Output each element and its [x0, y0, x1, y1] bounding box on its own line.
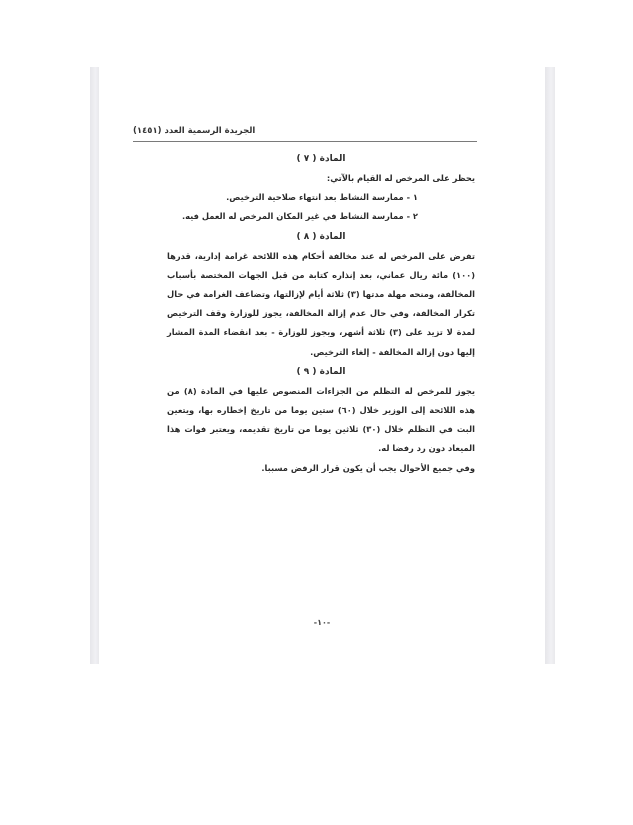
article-title: المادة ( ٧ ) — [296, 154, 346, 164]
header-rule — [133, 141, 477, 142]
article-body: يجوز للمرخص له التظلم من الجزاءات المنصوص عليها في المادة (٨) من هذه اللائحة إلى الوزير خلال (٦٠) ستين يوما من تاريخ إخطاره بها، ويتعين البت في التظلم خلال (٣٠) ثلاثين يوما من تاريخ تقديمه، ويعتبر فوات هذا الميعاد دون رد رفضا له. — [167, 385, 476, 454]
article-8 — [167, 227, 475, 362]
article-title: المادة ( ٩ ) — [296, 366, 346, 377]
article-body: تفرض على المرخص له عند مخالفة أحكام هذه اللائحة غرامة إدارية، قدرها (١٠٠) مائة ريال عماني، بعد إنذاره كتابة من قبل الجهات المختصة بأسباب المخالفة، ومنحه مهلة مدتها (٣) ثلاثة أيام لإزالتها، وتضاعف الغرامة في حال تكرار المخالفة، وفي حال عدم إزالة المخالفة، يجوز للوزارة وقف الترخيص لمدة لا تزيد على (٣) ثلاثة أشهر، ويجوز للوزارة - بعد انقضاء المدة المشار إليها دون إزالة المخالفة - إلغاء الترخيص. — [167, 250, 475, 357]
article-intro: يحظر على المرخص له القيام بالآتي: — [326, 173, 475, 183]
page-edge-right — [545, 67, 555, 664]
page-edge-left — [90, 67, 99, 664]
list-item: ١ - ممارسة النشاط بعد انتهاء صلاحية الترخيص. — [226, 192, 418, 203]
page-content — [167, 149, 475, 478]
running-header — [133, 126, 477, 136]
article-closing: وفي جميع الأحوال يجب أن يكون قرار الرفض مسببا. — [261, 462, 475, 473]
running-header-text: الجريدة الرسمية العدد (١٤٥١) — [133, 126, 256, 136]
article-7 — [167, 149, 475, 227]
article-title: المادة ( ٨ ) — [296, 231, 346, 242]
document-page — [99, 67, 545, 664]
list-item: ٢ - ممارسة النشاط في غير المكان المرخص له العمل فيه. — [181, 211, 418, 222]
article-9 — [167, 362, 475, 478]
page-number: -١٠- — [313, 618, 331, 627]
